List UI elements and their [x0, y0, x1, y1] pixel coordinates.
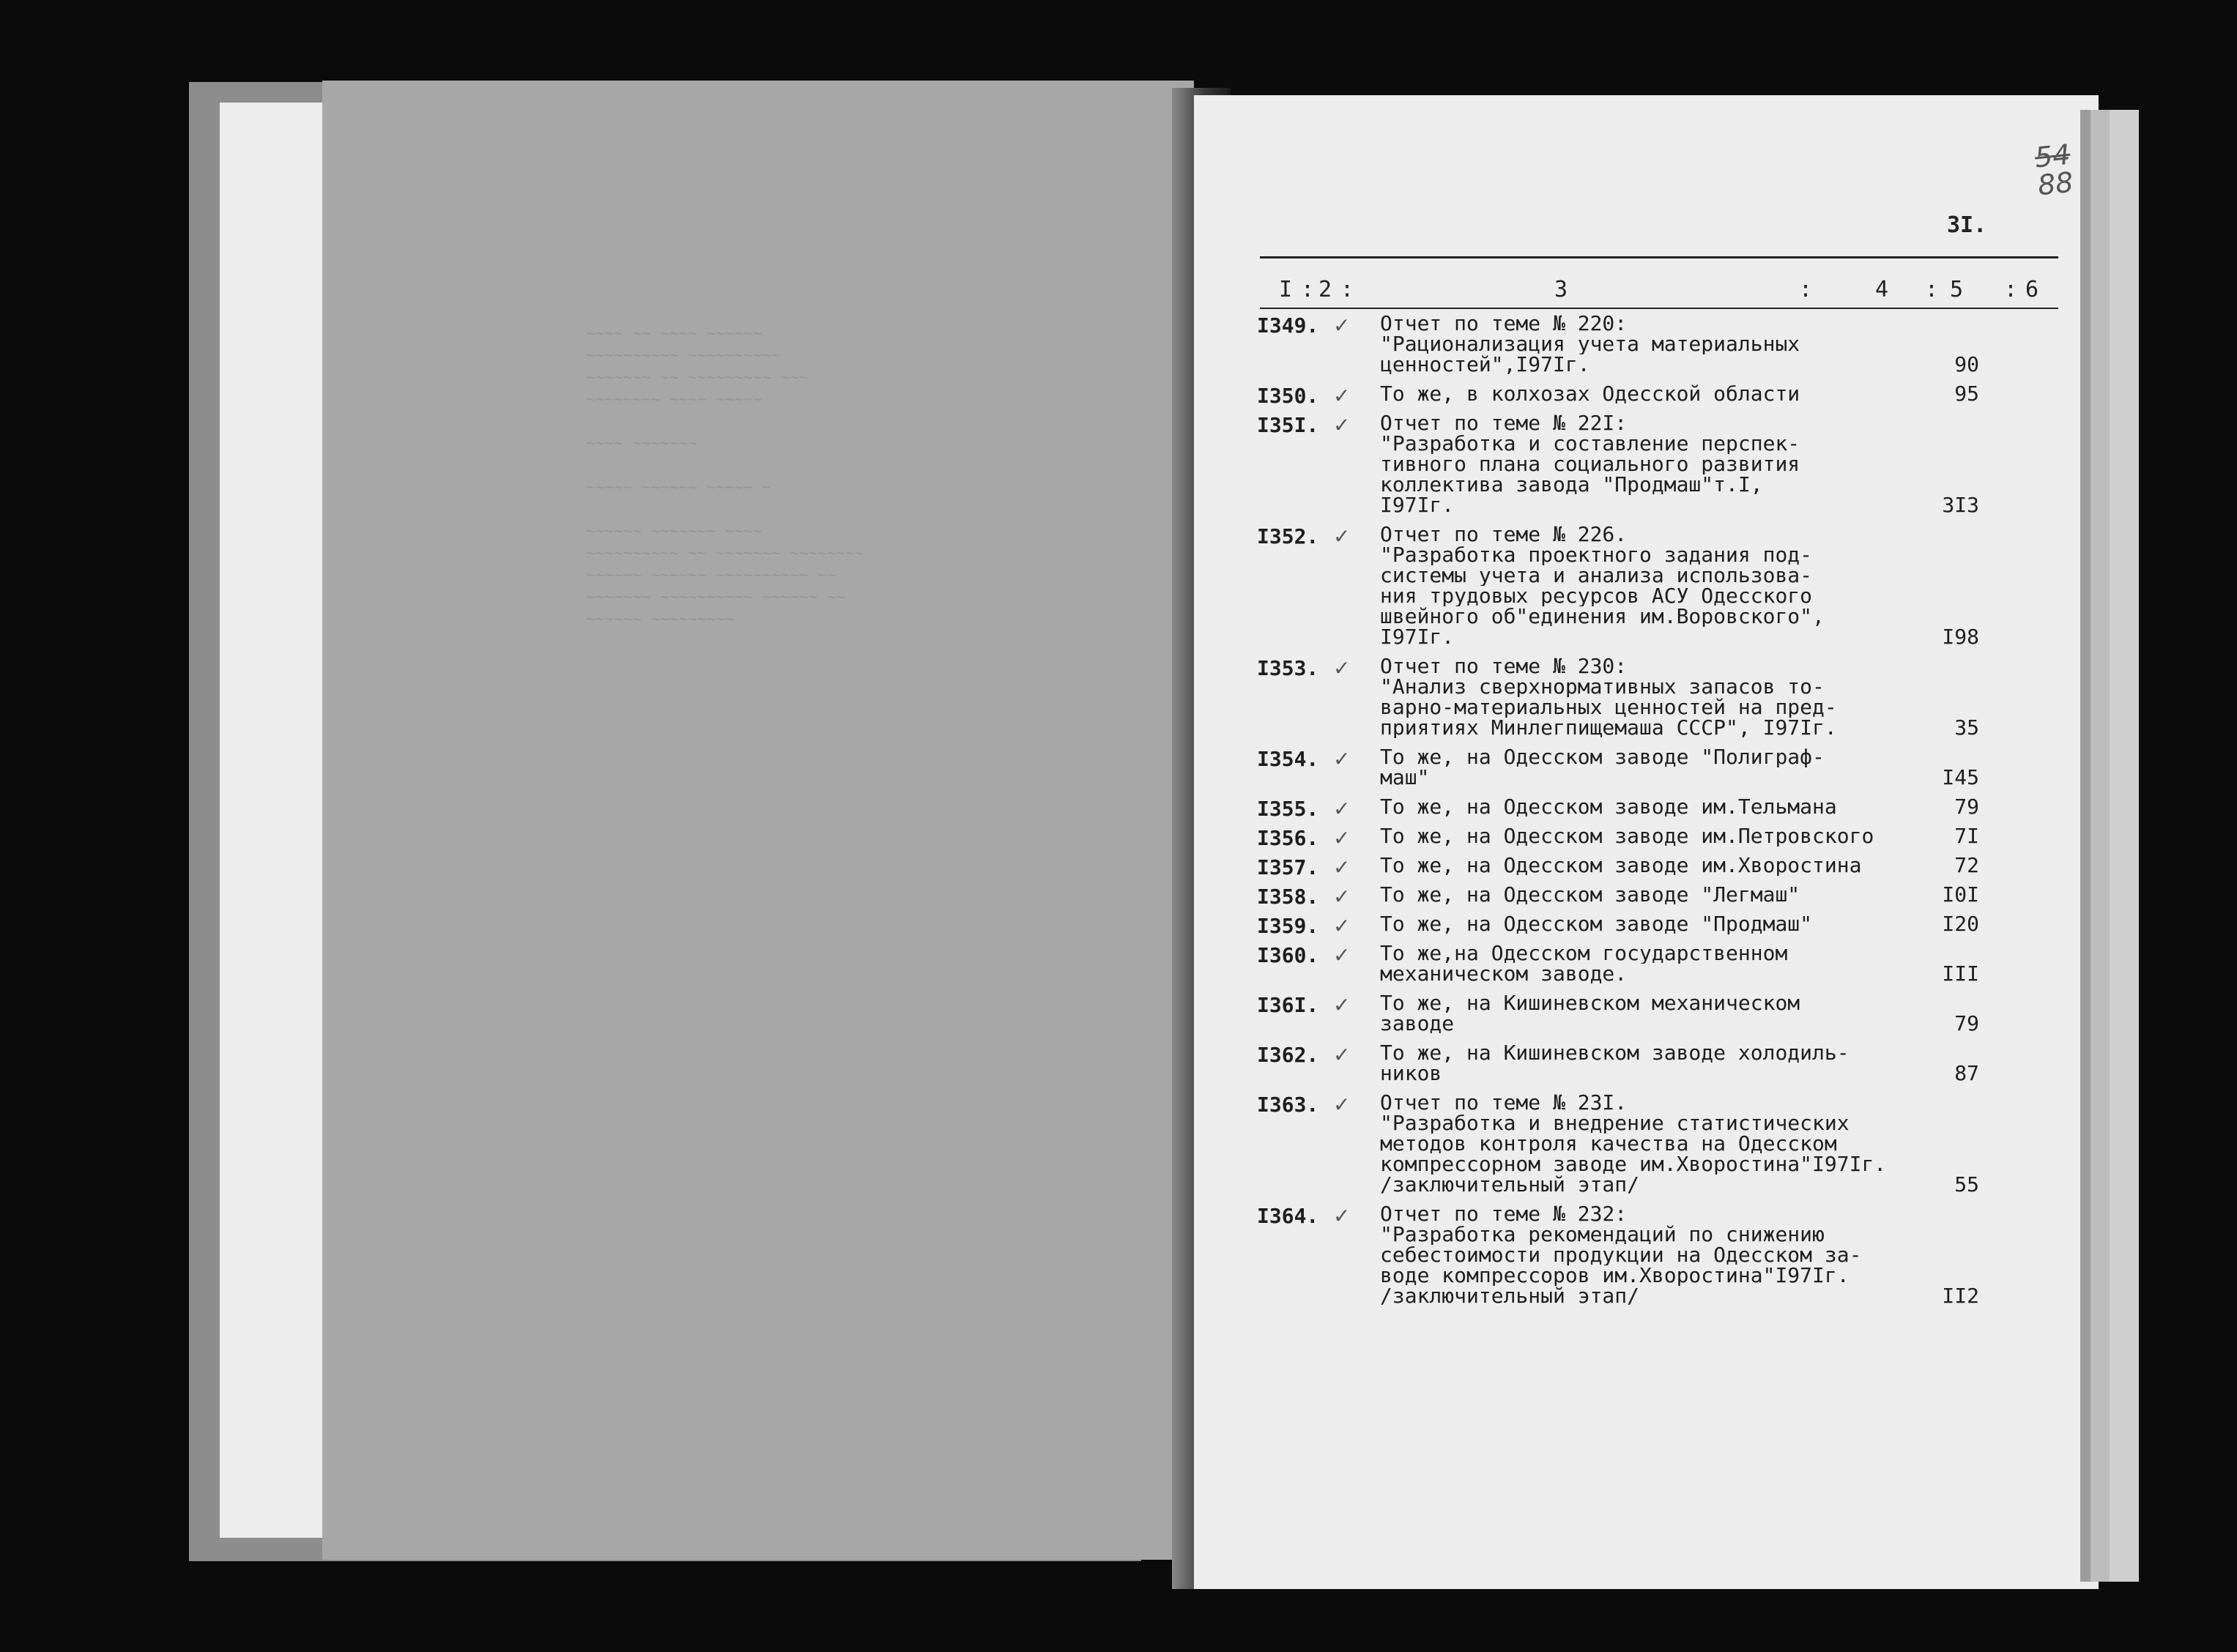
- entry-line: То же, на Одесском заводе "Полиграф-: [1380, 747, 1825, 767]
- entry-1357: [1257, 853, 2048, 879]
- entry-number: I356.: [1257, 826, 1319, 850]
- entry-1361: [1257, 993, 2048, 1034]
- column-header-3: 3: [1554, 277, 1568, 302]
- entry-line: То же,на Одесском государственном: [1380, 943, 1788, 964]
- entry-title: [1380, 885, 1915, 905]
- column-separator: :: [1925, 277, 1939, 302]
- entry-line: "Разработка проектного задания под-: [1380, 545, 1813, 565]
- page-count: I45: [1942, 765, 1979, 789]
- entry-number: I360.: [1257, 943, 1319, 967]
- check-mark: ✓: [1333, 1093, 1351, 1117]
- page-count: 72: [1954, 853, 1979, 877]
- entry-number: I352.: [1257, 524, 1319, 548]
- entry-number: I363.: [1257, 1093, 1319, 1117]
- check-mark: ✓: [1333, 826, 1351, 850]
- entry-line: То же, на Одесском заводе "Легмаш": [1380, 885, 1800, 905]
- entry-1362: [1257, 1043, 2048, 1084]
- bleed-through-text: ~~~~ ~~ ~~~~ ~~~~~~ ~~~~~~~~~~ ~~~~~~~~~~ ~~~~~~~ ~~ ~~~~~~~~~ ~~~ ~~~~~~~~ ~~~~ ~~~~~ ~~~~ ~~~~~~~ ~~~~~ ~~~~~~ ~~~~~ ~ ~~~~~~ ~~~~~~~ ~~~~ ~~~~~~~~~~ ~~ ~~~~~~~ ~~~~~~~~ ~~~~~~ ~~~~~~ ~~~~~~~~~~ ~~ ~~~~~~~ ~~~~~~~~~~ ~~~~~~ ~~ ~~~~~~ ~~~~~~~~~: [586, 324, 864, 628]
- entry-line: механическом заводе.: [1380, 964, 1628, 984]
- entry-line: То же, на Кишиневском заводе холодиль-: [1380, 1043, 1850, 1063]
- column-header-5: 5: [1950, 277, 1964, 302]
- check-mark: ✓: [1333, 524, 1351, 548]
- page-count: III: [1942, 961, 1979, 986]
- entry-number: I35I.: [1257, 413, 1319, 437]
- check-mark: ✓: [1333, 384, 1351, 408]
- entry-1353: [1257, 656, 2048, 738]
- left-page: [322, 81, 1194, 1560]
- entry-title: [1380, 1204, 1915, 1306]
- check-mark: ✓: [1333, 656, 1351, 680]
- check-mark: ✓: [1333, 993, 1351, 1017]
- entry-number: I357.: [1257, 855, 1319, 879]
- entry-title: [1380, 747, 1915, 788]
- column-header-6: 6: [2025, 277, 2039, 302]
- entry-title: [1380, 1093, 1915, 1195]
- check-mark: ✓: [1333, 797, 1351, 821]
- entry-1359: [1257, 912, 2048, 938]
- entry-1351: [1257, 413, 2048, 516]
- table-top-rule: [1260, 256, 2058, 258]
- check-mark: ✓: [1333, 943, 1351, 967]
- entry-1350: [1257, 382, 2048, 408]
- inventory-entries: [1257, 313, 2048, 1315]
- entry-number: I364.: [1257, 1204, 1319, 1228]
- entry-title: [1380, 413, 1915, 516]
- entry-title: [1380, 524, 1915, 647]
- entry-line: маш": [1380, 767, 1430, 788]
- entry-number: I355.: [1257, 797, 1319, 821]
- entry-line: То же, на Одесском заводе им.Петровского: [1380, 826, 1874, 847]
- entry-number: I350.: [1257, 384, 1319, 408]
- entry-line: I97Iг.: [1380, 627, 1455, 647]
- page-stack-right: [2080, 110, 2139, 1582]
- entry-line: Отчет по теме № 220:: [1380, 313, 1628, 334]
- folio-new: 88: [2036, 165, 2075, 202]
- check-mark: ✓: [1333, 855, 1351, 879]
- entry-number: I354.: [1257, 747, 1319, 771]
- column-header-4: 4: [1875, 277, 1889, 302]
- entry-1360: [1257, 943, 2048, 984]
- entry-title: [1380, 656, 1915, 738]
- entry-line: Отчет по теме № 230:: [1380, 656, 1628, 677]
- entry-title: [1380, 914, 1915, 934]
- page-count: 79: [1954, 795, 1979, 819]
- table-header-rule: [1260, 308, 2058, 309]
- entry-title: [1380, 943, 1915, 984]
- page-count: 90: [1954, 352, 1979, 376]
- entry-line: воде компрессоров им.Хворостина"I97Iг.: [1380, 1265, 1850, 1286]
- entry-line: коллектива завода "Продмаш"т.I,: [1380, 475, 1763, 495]
- entry-number: I359.: [1257, 914, 1319, 938]
- entry-line: Отчет по теме № 22I:: [1380, 413, 1628, 434]
- entry-title: [1380, 1043, 1915, 1084]
- check-mark: ✓: [1333, 747, 1351, 771]
- archive-folio-number: [2033, 138, 2075, 202]
- entry-number: I358.: [1257, 885, 1319, 909]
- page-count: 87: [1954, 1061, 1979, 1085]
- entry-number: I353.: [1257, 656, 1319, 680]
- check-mark: ✓: [1333, 413, 1351, 437]
- page-number: 3I.: [1947, 212, 1987, 238]
- entry-title: [1380, 855, 1915, 876]
- folio-old: 54: [2033, 138, 2072, 174]
- page-count: I20: [1942, 912, 1979, 936]
- page-count: 3I3: [1942, 493, 1979, 517]
- entry-line: ников: [1380, 1063, 1442, 1084]
- entry-line: "Разработка и внедрение статистических: [1380, 1113, 1850, 1134]
- entry-line: Отчет по теме № 23I.: [1380, 1093, 1628, 1113]
- entry-line: себестоимости продукции на Одесском за-: [1380, 1245, 1862, 1265]
- entry-line: I97Iг.: [1380, 495, 1455, 516]
- entry-line: /заключительный этап/: [1380, 1286, 1640, 1306]
- entry-line: методов контроля качества на Одесском: [1380, 1134, 1837, 1154]
- entry-line: То же, на Одесском заводе "Продмаш": [1380, 914, 1813, 934]
- page-count: 95: [1954, 382, 1979, 406]
- entry-line: приятиях Минлегпищемаша СССР", I97Iг.: [1380, 718, 1837, 738]
- entry-title: [1380, 797, 1915, 817]
- entry-line: "Разработка рекомендаций по снижению: [1380, 1224, 1825, 1245]
- entry-1358: [1257, 882, 2048, 909]
- entry-line: То же, на Одесском заводе им.Хворостина: [1380, 855, 1862, 876]
- check-mark: ✓: [1333, 313, 1351, 338]
- entry-line: /заключительный этап/: [1380, 1175, 1640, 1195]
- entry-number: I36I.: [1257, 993, 1319, 1017]
- entry-line: "Разработка и составление перспек-: [1380, 434, 1800, 454]
- column-header-1: I: [1279, 277, 1293, 302]
- page-count: II2: [1942, 1284, 1979, 1308]
- entry-title: [1380, 313, 1915, 375]
- entry-line: системы учета и анализа использова-: [1380, 565, 1813, 586]
- entry-line: ния трудовых ресурсов АСУ Одесского: [1380, 586, 1813, 606]
- entry-line: компрессорном заводе им.Хворостина"I97Iг.: [1380, 1154, 1887, 1175]
- entry-1352: [1257, 524, 2048, 647]
- column-separator: :: [1301, 277, 1315, 302]
- entry-line: То же, на Кишиневском механическом: [1380, 993, 1800, 1013]
- column-separator: :: [1799, 277, 1813, 302]
- page-count: I98: [1942, 625, 1979, 649]
- entry-1363: [1257, 1093, 2048, 1195]
- entry-1356: [1257, 824, 2048, 850]
- entry-line: То же, в колхозах Одесской области: [1380, 384, 1800, 404]
- check-mark: ✓: [1333, 885, 1351, 909]
- entry-1354: [1257, 747, 2048, 788]
- entry-title: [1380, 826, 1915, 847]
- page-count: 7I: [1954, 824, 1979, 848]
- entry-title: [1380, 993, 1915, 1034]
- entry-line: швейного об"единения им.Воровского",: [1380, 606, 1825, 627]
- page-count: 79: [1954, 1011, 1979, 1035]
- column-separator: :: [1340, 277, 1354, 302]
- entry-number: I362.: [1257, 1043, 1319, 1067]
- check-mark: ✓: [1333, 1043, 1351, 1067]
- page-count: 35: [1954, 715, 1979, 740]
- column-header-2: 2: [1318, 277, 1332, 302]
- entry-number: I349.: [1257, 313, 1319, 338]
- entry-line: Отчет по теме № 232:: [1380, 1204, 1628, 1224]
- entry-line: тивного плана социального развития: [1380, 454, 1800, 475]
- page-count: I0I: [1942, 882, 1979, 907]
- entry-title: [1380, 384, 1915, 404]
- check-mark: ✓: [1333, 1204, 1351, 1228]
- entry-line: То же, на Одесском заводе им.Тельмана: [1380, 797, 1837, 817]
- page-count: 55: [1954, 1172, 1979, 1197]
- check-mark: ✓: [1333, 914, 1351, 938]
- entry-line: "Анализ сверхнормативных запасов то-: [1380, 677, 1825, 697]
- entry-1364: [1257, 1204, 2048, 1306]
- entry-line: варно-материальных ценностей на пред-: [1380, 697, 1837, 718]
- entry-1349: [1257, 313, 2048, 375]
- entry-line: ценностей",I97Iг.: [1380, 354, 1590, 375]
- entry-1355: [1257, 795, 2048, 821]
- column-separator: :: [2004, 277, 2018, 302]
- entry-line: "Рационализация учета материальных: [1380, 334, 1800, 354]
- entry-line: заводе: [1380, 1013, 1455, 1034]
- entry-line: Отчет по теме № 226.: [1380, 524, 1628, 545]
